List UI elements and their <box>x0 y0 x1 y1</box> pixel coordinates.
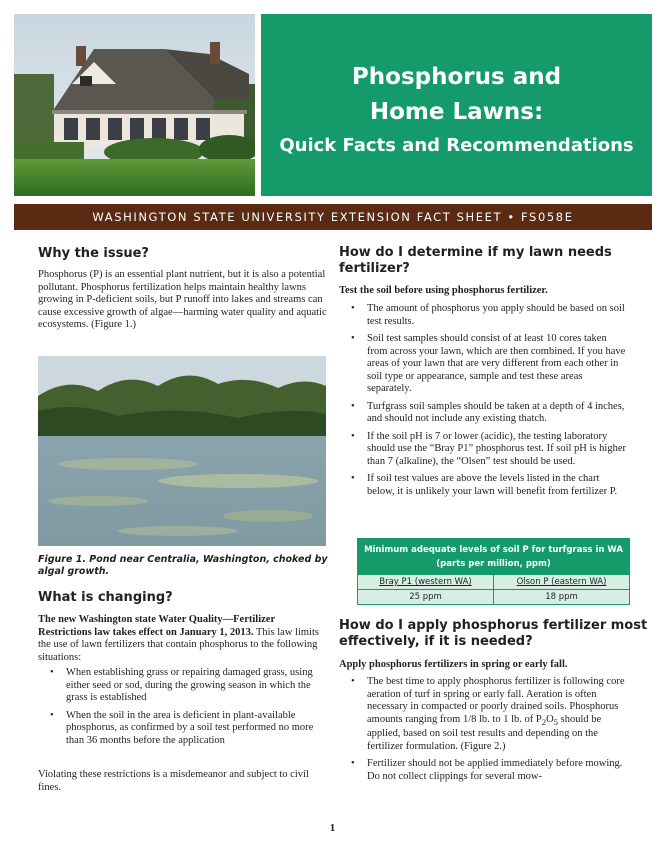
house-photo <box>14 14 255 196</box>
determine-lead: Test the soil before using phosphorus fertilizer. <box>339 285 548 296</box>
determine-heading-line-1: How do I determine if my lawn needs <box>339 245 612 260</box>
apply-list <box>339 676 629 788</box>
apply-bullet-1-b: should be applied, based on soil test results and depending on the fertilizer formulation. (Figure 2.) <box>367 713 602 752</box>
changing-list <box>38 667 328 752</box>
determine-heading <box>339 245 639 277</box>
figure-1-caption: Figure 1. Pond near Centralia, Washington, choked by algal growth. <box>38 554 328 577</box>
title-line-2: Home Lawns: <box>369 99 544 125</box>
soil-table-col-olson: Olson P (eastern WA) <box>493 575 629 589</box>
list-item: • The amount of phosphorus you apply should be based on soil test results. <box>339 303 629 328</box>
list-item: • When the soil in the area is deficient in plant-available phosphorus, as confirmed by a soil test performed no more than 36 months before the application <box>38 710 328 748</box>
determine-list <box>339 303 629 503</box>
title-panel <box>261 14 652 196</box>
fact-sheet-banner: WASHINGTON STATE UNIVERSITY EXTENSION FACT SHEET • FS058E <box>14 204 652 230</box>
apply-heading-line-1: How do I apply phosphorus fertilizer most <box>339 618 648 633</box>
changing-intro-rest: This law limits the use of lawn fertilizers that contain phosphorus to the following situations: <box>38 626 319 663</box>
list-item: • When establishing grass or repairing damaged grass, using either seed or sod, during the growing season in which the grass is established <box>38 667 328 705</box>
soil-table-title <box>358 539 629 575</box>
subscript-5: 5 <box>553 716 559 727</box>
changing-closing: Violating these restrictions is a misdemeanor and subject to civil fines. <box>38 769 309 793</box>
changing-heading: What is changing? <box>38 590 173 605</box>
apply-bullet-1-o: O <box>546 713 554 725</box>
soil-table-val-bray: 25 ppm <box>358 589 493 604</box>
determine-heading-line-2: fertilizer? <box>339 261 410 276</box>
list-item: • If soil test values are above the levels listed in the chart below, it is unlikely your lawn will benefit from fertilizer P. <box>339 473 629 498</box>
list-item: • Fertilizer should not be applied immediately before mowing. Do not collect clippings for several mow- <box>339 758 629 783</box>
changing-intro-bold: The new Washington state Water Quality—Fertilizer Restrictions law takes effect on January 1, 2013. <box>38 614 275 638</box>
soil-table-val-olson: 18 ppm <box>493 589 629 604</box>
soil-table-value-row <box>358 589 629 604</box>
list-item: • Turfgrass soil samples should be taken at a depth of 4 inches, and should not include any existing thatch. <box>339 401 629 426</box>
why-heading: Why the issue? <box>38 246 149 261</box>
subtitle: Quick Facts and Recommendations <box>279 135 634 156</box>
page-number: 1 <box>329 822 336 834</box>
soil-table-title-line-1: Minimum adequate levels of soil P for turfgrass in WA <box>364 545 623 555</box>
apply-bullet-1-a: The best time to apply phosphorus fertilizer is following core aeration of turf in spring or early fall. Aeration is often necessary in compacted or poorly drained soils. Phosphorus amounts ranging from 1/8 lb. to 1 lb. of P <box>367 676 625 725</box>
title-line-1: Phosphorus and <box>351 64 562 90</box>
soil-table-header-row <box>358 575 629 589</box>
list-item <box>339 676 629 753</box>
pond-photo <box>38 356 326 546</box>
list-item: • If the soil pH is 7 or lower (acidic), the testing laboratory should use the “Bray P1” phosphorus test. If soil pH is higher than 7 (alkaline), the “Olsen” test should be used. <box>339 431 629 469</box>
list-item: • Soil test samples should consist of at least 10 cores taken from across your lawn, which are then combined. If you have areas of your lawn that are very different from each other in soil type or appearance, sample and test these areas separately. <box>339 333 629 396</box>
apply-heading <box>339 618 649 650</box>
apply-lead: Apply phosphorus fertilizers in spring or early fall. <box>339 659 568 670</box>
subscript-2: 2 <box>541 716 547 727</box>
soil-table-col-bray: Bray P1 (western WA) <box>358 575 493 589</box>
changing-intro <box>38 614 328 664</box>
soil-table-title-line-2: (parts per million, ppm) <box>436 559 551 569</box>
soil-p-table <box>357 538 630 605</box>
apply-heading-line-2: effectively, if it is needed? <box>339 634 533 649</box>
why-body: Phosphorus (P) is an essential plant nutrient, but it is also a potential pollutant. Phosphorus fertilization helps maintain healthy lawns growing in P-deficient soils, but P runoff into lakes and streams can cause excessive growth of algae—harming water quality and aquatic ecosystems. (Figure 1.) <box>38 269 327 330</box>
